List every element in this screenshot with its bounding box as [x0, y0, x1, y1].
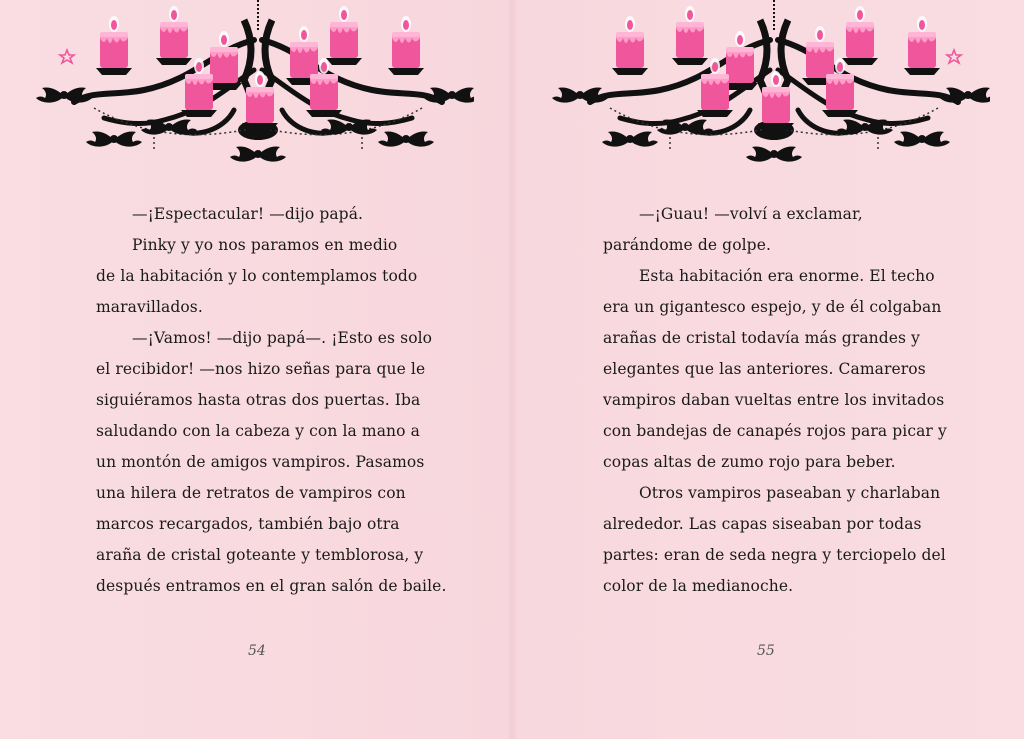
right-page	[512, 0, 1024, 739]
text-line: copas altas de zumo rojo para beber.	[603, 453, 896, 471]
text-line: el recibidor! —nos hizo señas para que le	[96, 360, 426, 378]
right-page-text	[603, 199, 963, 602]
text-line: color de la medianoche.	[603, 577, 794, 595]
text-line: una hilera de retratos de vampiros con	[96, 484, 406, 502]
text-line: —¡Espectacular! —dijo papá.	[132, 205, 364, 223]
text-line: Esta habitación era enorme. El techo	[639, 267, 935, 285]
text-line: siguiéramos hasta otras dos puertas. Iba	[96, 391, 421, 409]
text-line: con bandejas de canapés rojos para picar y	[603, 422, 947, 440]
text-line: después entramos en el gran salón de baile.	[96, 577, 447, 595]
text-line: Pinky y yo nos paramos en medio	[132, 236, 398, 254]
text-line: vampiros daban vueltas entre los invitados	[603, 391, 945, 409]
text-line: de la habitación y lo contemplamos todo	[96, 267, 418, 285]
text-line: arañas de cristal todavía más grandes y	[603, 329, 920, 347]
text-line: elegantes que las anteriores. Camareros	[603, 360, 926, 378]
chandelier-illustration	[550, 0, 990, 170]
text-line: parándome de golpe.	[603, 236, 772, 254]
text-line: Otros vampiros paseaban y charlaban	[639, 484, 941, 502]
page-number: 54	[248, 643, 266, 659]
text-line: saludando con la cabeza y con la mano a	[96, 422, 420, 440]
left-page-text	[96, 199, 456, 602]
text-line: maravillados.	[96, 298, 203, 316]
page-number: 55	[757, 643, 775, 659]
text-line: alrededor. Las capas siseaban por todas	[603, 515, 922, 533]
text-line: —¡Vamos! —dijo papá—. ¡Esto es solo	[132, 329, 433, 347]
text-line: —¡Guau! —volví a exclamar,	[639, 205, 863, 223]
text-line: araña de cristal goteante y temblorosa, y	[96, 546, 424, 564]
text-line: marcos recargados, también bajo otra	[96, 515, 400, 533]
text-line: un montón de amigos vampiros. Pasamos	[96, 453, 425, 471]
text-line: era un gigantesco espejo, y de él colgaban	[603, 298, 942, 316]
chandelier-illustration	[34, 0, 474, 170]
text-line: partes: eran de seda negra y terciopelo del	[603, 546, 946, 564]
